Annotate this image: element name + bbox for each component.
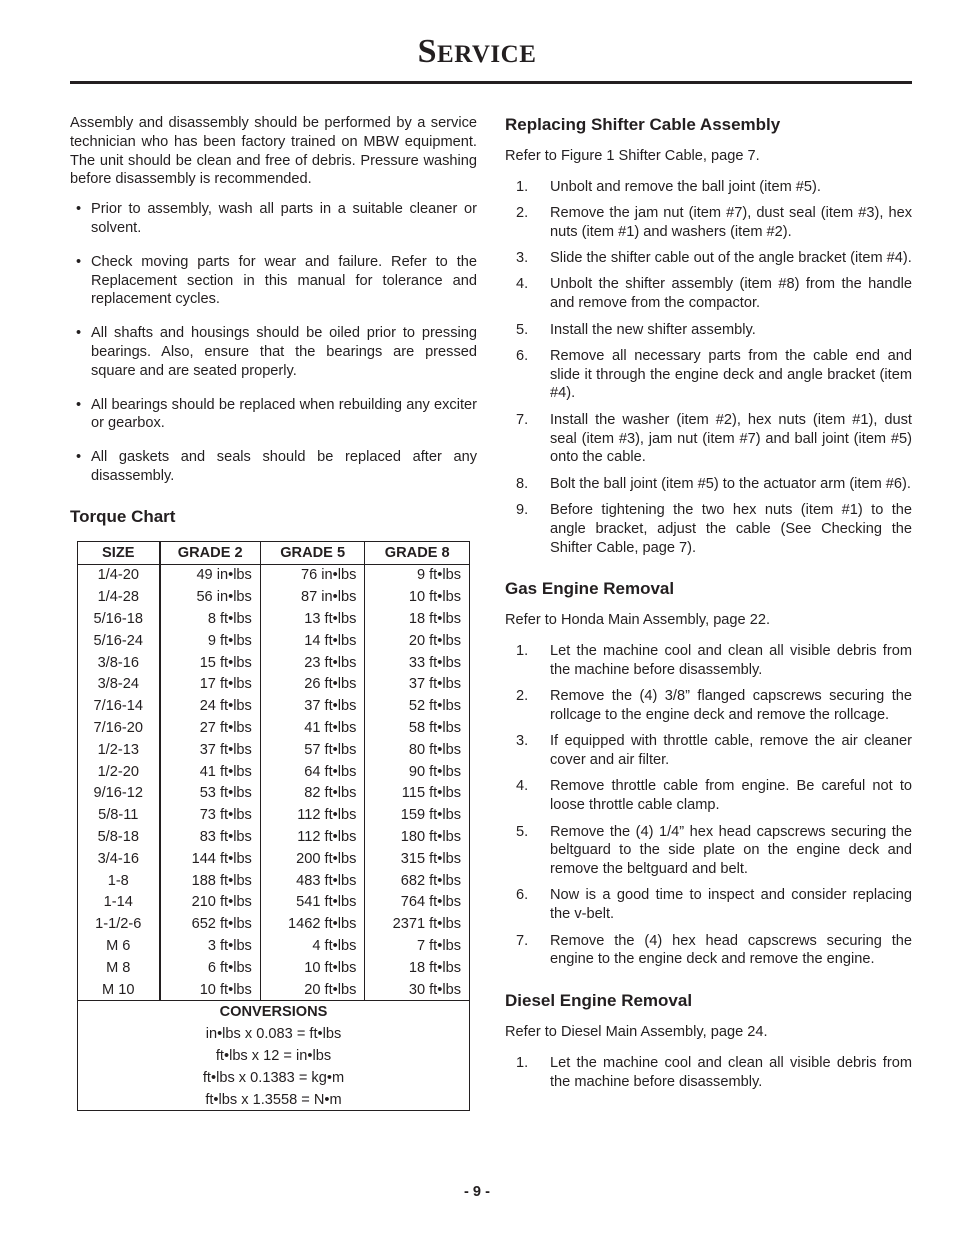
size-cell: M 6 — [78, 935, 160, 957]
size-cell: 1-8 — [78, 870, 160, 892]
prep-bullet-item — [70, 448, 477, 486]
grade-8-cell: 58 ft•lbs — [408, 720, 461, 737]
grade-2-cell: 27 ft•lbs — [160, 717, 261, 739]
step-item — [505, 475, 912, 494]
bullet-text: All shafts and housings should be oiled prior to pressing bearings. Also, ensure that the bearings are pressed square and are seated properly. — [91, 325, 477, 379]
grade-2-cell: 24 ft•lbs — [160, 695, 261, 717]
header-grade-5: GRADE 5 — [260, 541, 365, 564]
title-rest: ERVICE — [437, 41, 537, 68]
grade-5-cell: 82 ft•lbs — [260, 783, 365, 805]
grade-2-cell: 6 ft•lbs — [160, 957, 261, 979]
step-number: 7. — [516, 411, 529, 428]
step-text: Remove the (4) hex head capscrews securing the engine to the engine deck and remove the engine. — [550, 932, 912, 968]
table-row — [78, 826, 470, 848]
section-reference: Refer to Honda Main Assembly, page 22. — [505, 612, 770, 629]
size-cell: 1/4-20 — [78, 564, 160, 586]
step-item — [505, 275, 912, 313]
prep-bullet-list — [70, 200, 477, 486]
section-heading: Diesel Engine Removal — [505, 991, 693, 1011]
size-cell: M 10 — [78, 979, 160, 1001]
step-item — [505, 411, 912, 467]
bullet-glyph: • — [76, 201, 82, 218]
step-item — [505, 321, 912, 340]
bullet-text: All bearings should be replaced when rebuilding any exciter or gearbox. — [91, 396, 477, 432]
step-text: If equipped with throttle cable, remove the air cleaner cover and air filter. — [550, 733, 912, 769]
diesel-engine-section — [505, 990, 912, 1091]
grade-8-cell: 30 ft•lbs — [408, 981, 461, 998]
grade-5-cell: 87 in•lbs — [260, 586, 365, 608]
step-text: Bolt the ball joint (item #5) to the actuator arm (item #6). — [550, 475, 911, 492]
conversion-row — [78, 1067, 470, 1089]
step-number: 1. — [516, 643, 529, 660]
size-cell: 1/4-28 — [78, 586, 160, 608]
size-cell: 9/16-12 — [78, 783, 160, 805]
grade-8-cell: 20 ft•lbs — [408, 632, 461, 649]
grade-2-cell: 3 ft•lbs — [160, 935, 261, 957]
table-row — [78, 739, 470, 761]
grade-8-cell: 2371 ft•lbs — [392, 916, 461, 933]
step-item — [505, 687, 912, 725]
section-reference: Refer to Diesel Main Assembly, page 24. — [505, 1024, 768, 1041]
grade-5-cell: 37 ft•lbs — [260, 695, 365, 717]
size-cell: 5/8-18 — [78, 826, 160, 848]
grade-5-cell: 14 ft•lbs — [260, 630, 365, 652]
step-text: Install the new shifter assembly. — [550, 321, 756, 338]
gas-engine-section — [505, 578, 912, 969]
grade-5-cell: 4 ft•lbs — [260, 935, 365, 957]
table-row — [78, 695, 470, 717]
left-column — [70, 114, 477, 1111]
size-cell: 7/16-14 — [78, 695, 160, 717]
grade-8-cell: 80 ft•lbs — [408, 741, 461, 758]
grade-8-cell: 682 ft•lbs — [400, 872, 461, 889]
section-heading: Gas Engine Removal — [505, 579, 675, 599]
table-row — [78, 957, 470, 979]
section-heading: Replacing Shifter Cable Assembly — [505, 115, 781, 134]
grade-5-cell: 1462 ft•lbs — [260, 913, 365, 935]
table-row — [78, 652, 470, 674]
step-number: 9. — [516, 501, 529, 518]
grade-8-cell: 9 ft•lbs — [416, 567, 461, 584]
right-column — [505, 114, 912, 1091]
table-row — [78, 848, 470, 870]
header-size: SIZE — [78, 541, 160, 564]
step-item — [505, 501, 912, 557]
size-cell: 1-14 — [78, 892, 160, 914]
conversion-row — [78, 1089, 470, 1111]
conversion-formula: ft•lbs x 12 = in•lbs — [215, 1047, 332, 1064]
grade-8-cell: 37 ft•lbs — [408, 676, 461, 693]
table-row — [78, 674, 470, 696]
grade-5-cell: 10 ft•lbs — [260, 957, 365, 979]
table-row — [78, 630, 470, 652]
grade-8-cell: 18 ft•lbs — [408, 611, 461, 628]
table-row — [78, 892, 470, 914]
step-text: Before tightening the two hex nuts (item #1) to the angle bracket, adjust the cable (See Checking the Shifter Cable, page 7). — [550, 501, 912, 556]
grade-5-cell: 13 ft•lbs — [260, 608, 365, 630]
grade-5-cell: 483 ft•lbs — [260, 870, 365, 892]
size-cell: 5/16-18 — [78, 608, 160, 630]
step-text: Let the machine cool and clean all visible debris from the machine before disassembly. — [550, 1054, 912, 1090]
step-number: 2. — [516, 205, 529, 222]
grade-8-cell: 10 ft•lbs — [408, 589, 461, 606]
table-row — [78, 935, 470, 957]
step-text: Remove the (4) 3/8” flanged capscrews securing the rollcage to the engine deck and remove the rollcage. — [550, 688, 912, 724]
grade-5-cell: 57 ft•lbs — [260, 739, 365, 761]
table-row — [78, 761, 470, 783]
grade-2-cell: 652 ft•lbs — [160, 913, 261, 935]
grade-8-cell: 18 ft•lbs — [408, 959, 461, 976]
table-row — [78, 564, 470, 586]
grade-5-cell: 23 ft•lbs — [260, 652, 365, 674]
bullet-glyph: • — [76, 325, 82, 342]
step-number: 6. — [516, 347, 529, 364]
grade-2-cell: 10 ft•lbs — [160, 979, 261, 1001]
grade-2-cell: 210 ft•lbs — [160, 892, 261, 914]
bullet-text: Prior to assembly, wash all parts in a suitable cleaner or solvent. — [91, 201, 477, 236]
step-item — [505, 249, 912, 268]
step-list — [505, 642, 912, 969]
bullet-glyph: • — [76, 449, 82, 466]
grade-8-cell: 7 ft•lbs — [416, 937, 461, 954]
step-text: Let the machine cool and clean all visible debris from the machine before disassembly. — [550, 643, 912, 678]
grade-8-cell: 180 ft•lbs — [400, 829, 461, 845]
table-row — [78, 586, 470, 608]
step-text: Remove the jam nut (item #7), dust seal (item #3), hex nuts (item #1) and washers (item #2). — [550, 205, 912, 240]
step-list — [505, 1054, 912, 1092]
step-number: 3. — [516, 733, 529, 750]
grade-8-cell: 52 ft•lbs — [408, 698, 461, 715]
prep-bullet-item — [70, 253, 477, 309]
title-initial: S — [417, 33, 438, 70]
table-row — [78, 979, 470, 1001]
grade-2-cell: 73 ft•lbs — [160, 804, 261, 826]
torque-chart-heading: Torque Chart — [70, 506, 176, 526]
bullet-glyph: • — [76, 253, 82, 270]
step-item — [505, 823, 912, 879]
grade-2-cell: 17 ft•lbs — [160, 674, 261, 696]
step-number: 1. — [516, 178, 529, 195]
size-cell: 7/16-20 — [78, 717, 160, 739]
torque-table — [77, 541, 470, 1112]
step-item — [505, 732, 912, 770]
grade-2-cell: 9 ft•lbs — [160, 630, 261, 652]
table-row — [78, 804, 470, 826]
conversions-title: CONVERSIONS — [78, 1001, 470, 1023]
step-item — [505, 932, 912, 970]
step-number: 2. — [516, 688, 529, 705]
step-item — [505, 178, 912, 197]
grade-2-cell: 15 ft•lbs — [160, 652, 261, 674]
step-text: Unbolt the shifter assembly (item #8) from the handle and remove from the compactor. — [550, 276, 912, 312]
step-number: 5. — [516, 823, 529, 840]
step-number: 8. — [516, 475, 529, 492]
intro-paragraph: Assembly and disassembly should be performed by a service technician who has been factory trained on MBW equipment. The unit should be clean and free of debris. Pressure washing before disassembly is recommended. — [70, 115, 477, 188]
conversion-row — [78, 1023, 470, 1045]
step-text: Remove the (4) 1/4” hex head capscrews securing the beltguard to the side plate on the engine deck and remove the beltguard and belt. — [550, 823, 912, 878]
prep-bullet-item — [70, 200, 477, 238]
grade-2-cell: 41 ft•lbs — [160, 761, 261, 783]
grade-8-cell: 33 ft•lbs — [408, 654, 461, 671]
size-cell: 5/8-11 — [78, 804, 160, 826]
bullet-text: All gaskets and seals should be replaced after any disassembly. — [91, 449, 477, 484]
page-number: - 9 - — [464, 1184, 490, 1200]
grade-2-cell: 56 in•lbs — [160, 586, 261, 608]
step-number: 5. — [516, 321, 529, 338]
step-text: Now is a good time to inspect and consider replacing the v-belt. — [550, 887, 912, 923]
conversion-formula: ft•lbs x 1.3558 = N•m — [205, 1091, 342, 1108]
grade-2-cell: 83 ft•lbs — [160, 826, 261, 848]
header-grade-8: GRADE 8 — [365, 541, 470, 564]
grade-5-cell: 541 ft•lbs — [260, 892, 365, 914]
step-item — [505, 347, 912, 403]
title-rule — [70, 81, 912, 84]
size-cell: 3/4-16 — [78, 848, 160, 870]
step-item — [505, 1054, 912, 1092]
step-item — [505, 886, 912, 924]
conversion-formula: ft•lbs x 0.1383 = kg•m — [202, 1069, 345, 1086]
grade-5-cell: 20 ft•lbs — [260, 979, 365, 1001]
step-number: 4. — [516, 276, 529, 293]
step-item — [505, 642, 912, 680]
size-cell: 5/16-24 — [78, 630, 160, 652]
grade-2-cell: 53 ft•lbs — [160, 783, 261, 805]
step-number: 4. — [516, 778, 529, 795]
conversion-formula: in•lbs x 0.083 = ft•lbs — [205, 1026, 342, 1043]
grade-8-cell: 315 ft•lbs — [400, 850, 461, 867]
grade-5-cell: 200 ft•lbs — [260, 848, 365, 870]
table-row — [78, 783, 470, 805]
table-row — [78, 608, 470, 630]
bullet-text: Check moving parts for wear and failure. Refer to the Replacement section in this manual for tolerance and replacement cycles. — [91, 253, 477, 308]
grade-5-cell: 76 in•lbs — [260, 564, 365, 586]
section-reference: Refer to Figure 1 Shifter Cable, page 7. — [505, 148, 760, 164]
size-cell: M 8 — [78, 957, 160, 979]
grade-2-cell: 37 ft•lbs — [160, 739, 261, 761]
step-number: 6. — [516, 887, 529, 904]
conversions-header-row — [78, 1001, 470, 1023]
step-text: Install the washer (item #2), hex nuts (item #1), dust seal (item #3), jam nut (item #7) and ball joint (item #5) onto the cable. — [550, 411, 912, 466]
step-text: Slide the shifter cable out of the angle bracket (item #4). — [550, 250, 912, 267]
grade-5-cell: 41 ft•lbs — [260, 717, 365, 739]
size-cell: 3/8-24 — [78, 674, 160, 696]
step-number: 3. — [516, 250, 529, 267]
header-grade-2: GRADE 2 — [160, 541, 261, 564]
prep-bullet-item — [70, 396, 477, 434]
grade-5-cell: 112 ft•lbs — [260, 804, 365, 826]
step-text: Unbolt and remove the ball joint (item #5). — [550, 178, 821, 195]
grade-8-cell: 90 ft•lbs — [408, 763, 461, 780]
torque-table-header-row — [78, 541, 470, 564]
grade-5-cell: 26 ft•lbs — [260, 674, 365, 696]
size-cell: 1/2-13 — [78, 739, 160, 761]
grade-5-cell: 112 ft•lbs — [260, 826, 365, 848]
bullet-glyph: • — [76, 396, 82, 413]
grade-8-cell: 115 ft•lbs — [401, 785, 461, 802]
step-text: Remove all necessary parts from the cable end and slide it through the engine deck and angle bracket (item #4). — [550, 347, 912, 402]
grade-2-cell: 8 ft•lbs — [160, 608, 261, 630]
torque-table-body — [78, 564, 470, 1111]
step-number: 1. — [516, 1054, 529, 1071]
conversion-row — [78, 1045, 470, 1067]
grade-8-cell: 764 ft•lbs — [400, 894, 461, 911]
step-number: 7. — [516, 932, 529, 949]
grade-2-cell: 188 ft•lbs — [160, 870, 261, 892]
table-row — [78, 913, 470, 935]
size-cell: 1-1/2-6 — [78, 913, 160, 935]
step-list — [505, 178, 912, 558]
step-text: Remove throttle cable from engine. Be careful not to loose throttle cable clamp. — [550, 778, 912, 814]
page-title — [0, 33, 954, 71]
size-cell: 3/8-16 — [78, 652, 160, 674]
step-item — [505, 777, 912, 815]
grade-2-cell: 144 ft•lbs — [160, 848, 261, 870]
size-cell: 1/2-20 — [78, 761, 160, 783]
grade-2-cell: 49 in•lbs — [160, 564, 261, 586]
grade-5-cell: 64 ft•lbs — [260, 761, 365, 783]
shifter-cable-section — [505, 114, 912, 557]
prep-bullet-item — [70, 324, 477, 380]
table-row — [78, 717, 470, 739]
table-row — [78, 870, 470, 892]
grade-8-cell: 159 ft•lbs — [400, 807, 461, 824]
step-item — [505, 204, 912, 242]
